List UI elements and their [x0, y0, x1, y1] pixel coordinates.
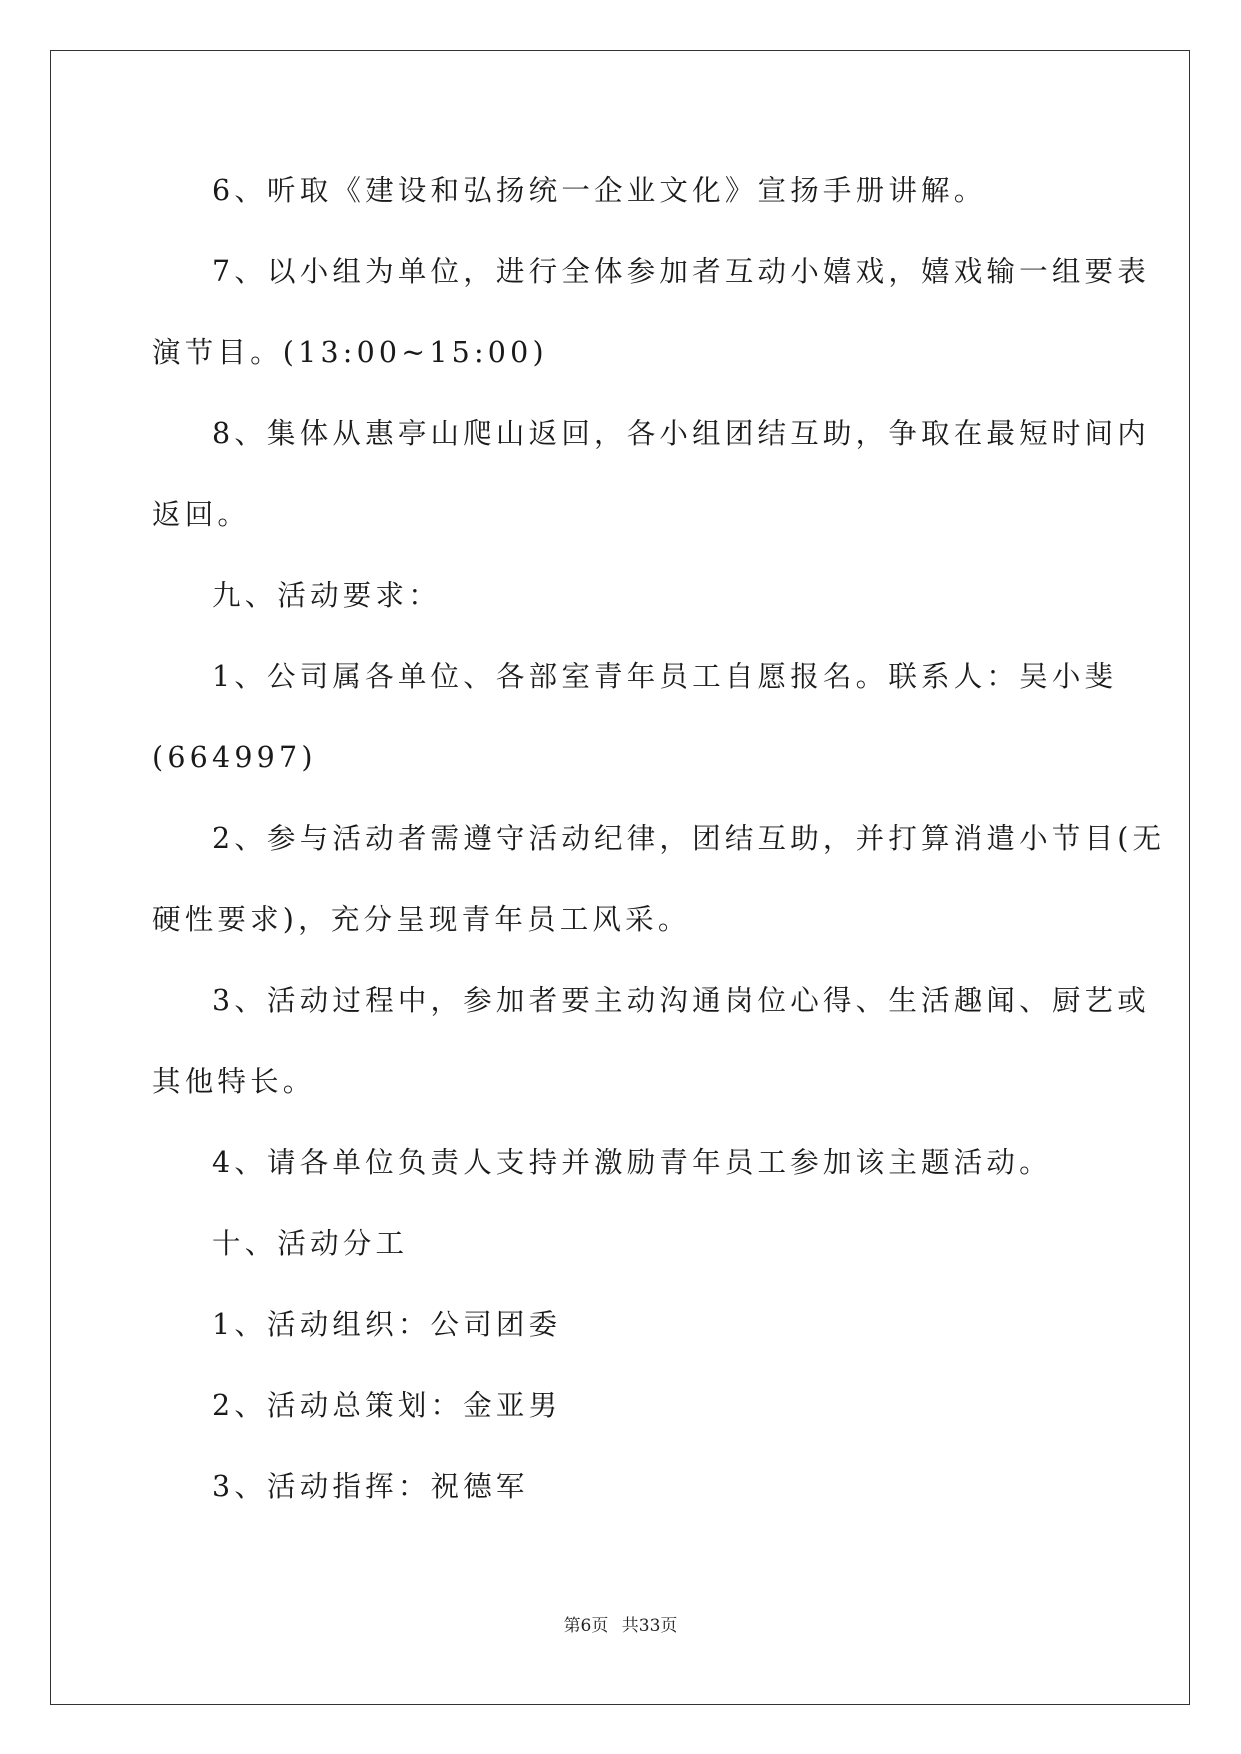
paragraph-line: 1、活动组织：公司团委	[212, 1308, 562, 1341]
paragraph-line: 硬性要求)，充分呈现青年员工风采。	[152, 903, 691, 936]
section-heading: 九、活动要求：	[212, 579, 441, 612]
paragraph-line: 2、参与活动者需遵守活动纪律，团结互助，并打算消遣小节目(无	[212, 822, 1166, 855]
section-heading: 十、活动分工	[212, 1227, 409, 1260]
paragraph-line: 6、听取《建设和弘扬统一企业文化》宣扬手册讲解。	[212, 174, 987, 207]
paragraph-line: 3、活动指挥：祝德军	[212, 1470, 529, 1503]
page-footer	[0, 1614, 1241, 1638]
paragraph-line: 其他特长。	[152, 1065, 316, 1098]
paragraph-line: 1、公司属各单位、各部室青年员工自愿报名。联系人：吴小斐	[212, 660, 1118, 693]
paragraph-line: 演节目。(13:00~15:00)	[152, 336, 548, 369]
paragraph-line: 返回。	[152, 498, 251, 531]
page-number: 第6页	[563, 1616, 609, 1636]
paragraph-line: (664997)	[152, 741, 317, 774]
page-border	[50, 50, 1190, 1705]
page-total: 共33页	[621, 1616, 678, 1636]
paragraph-line: 8、集体从惠亭山爬山返回，各小组团结互助，争取在最短时间内	[212, 417, 1150, 450]
paragraph-line: 2、活动总策划：金亚男	[212, 1389, 562, 1422]
paragraph-line: 7、以小组为单位，进行全体参加者互动小嬉戏，嬉戏输一组要表	[212, 255, 1150, 288]
paragraph-line: 4、请各单位负责人支持并激励青年员工参加该主题活动。	[212, 1146, 1052, 1179]
paragraph-line: 3、活动过程中，参加者要主动沟通岗位心得、生活趣闻、厨艺或	[212, 984, 1150, 1017]
